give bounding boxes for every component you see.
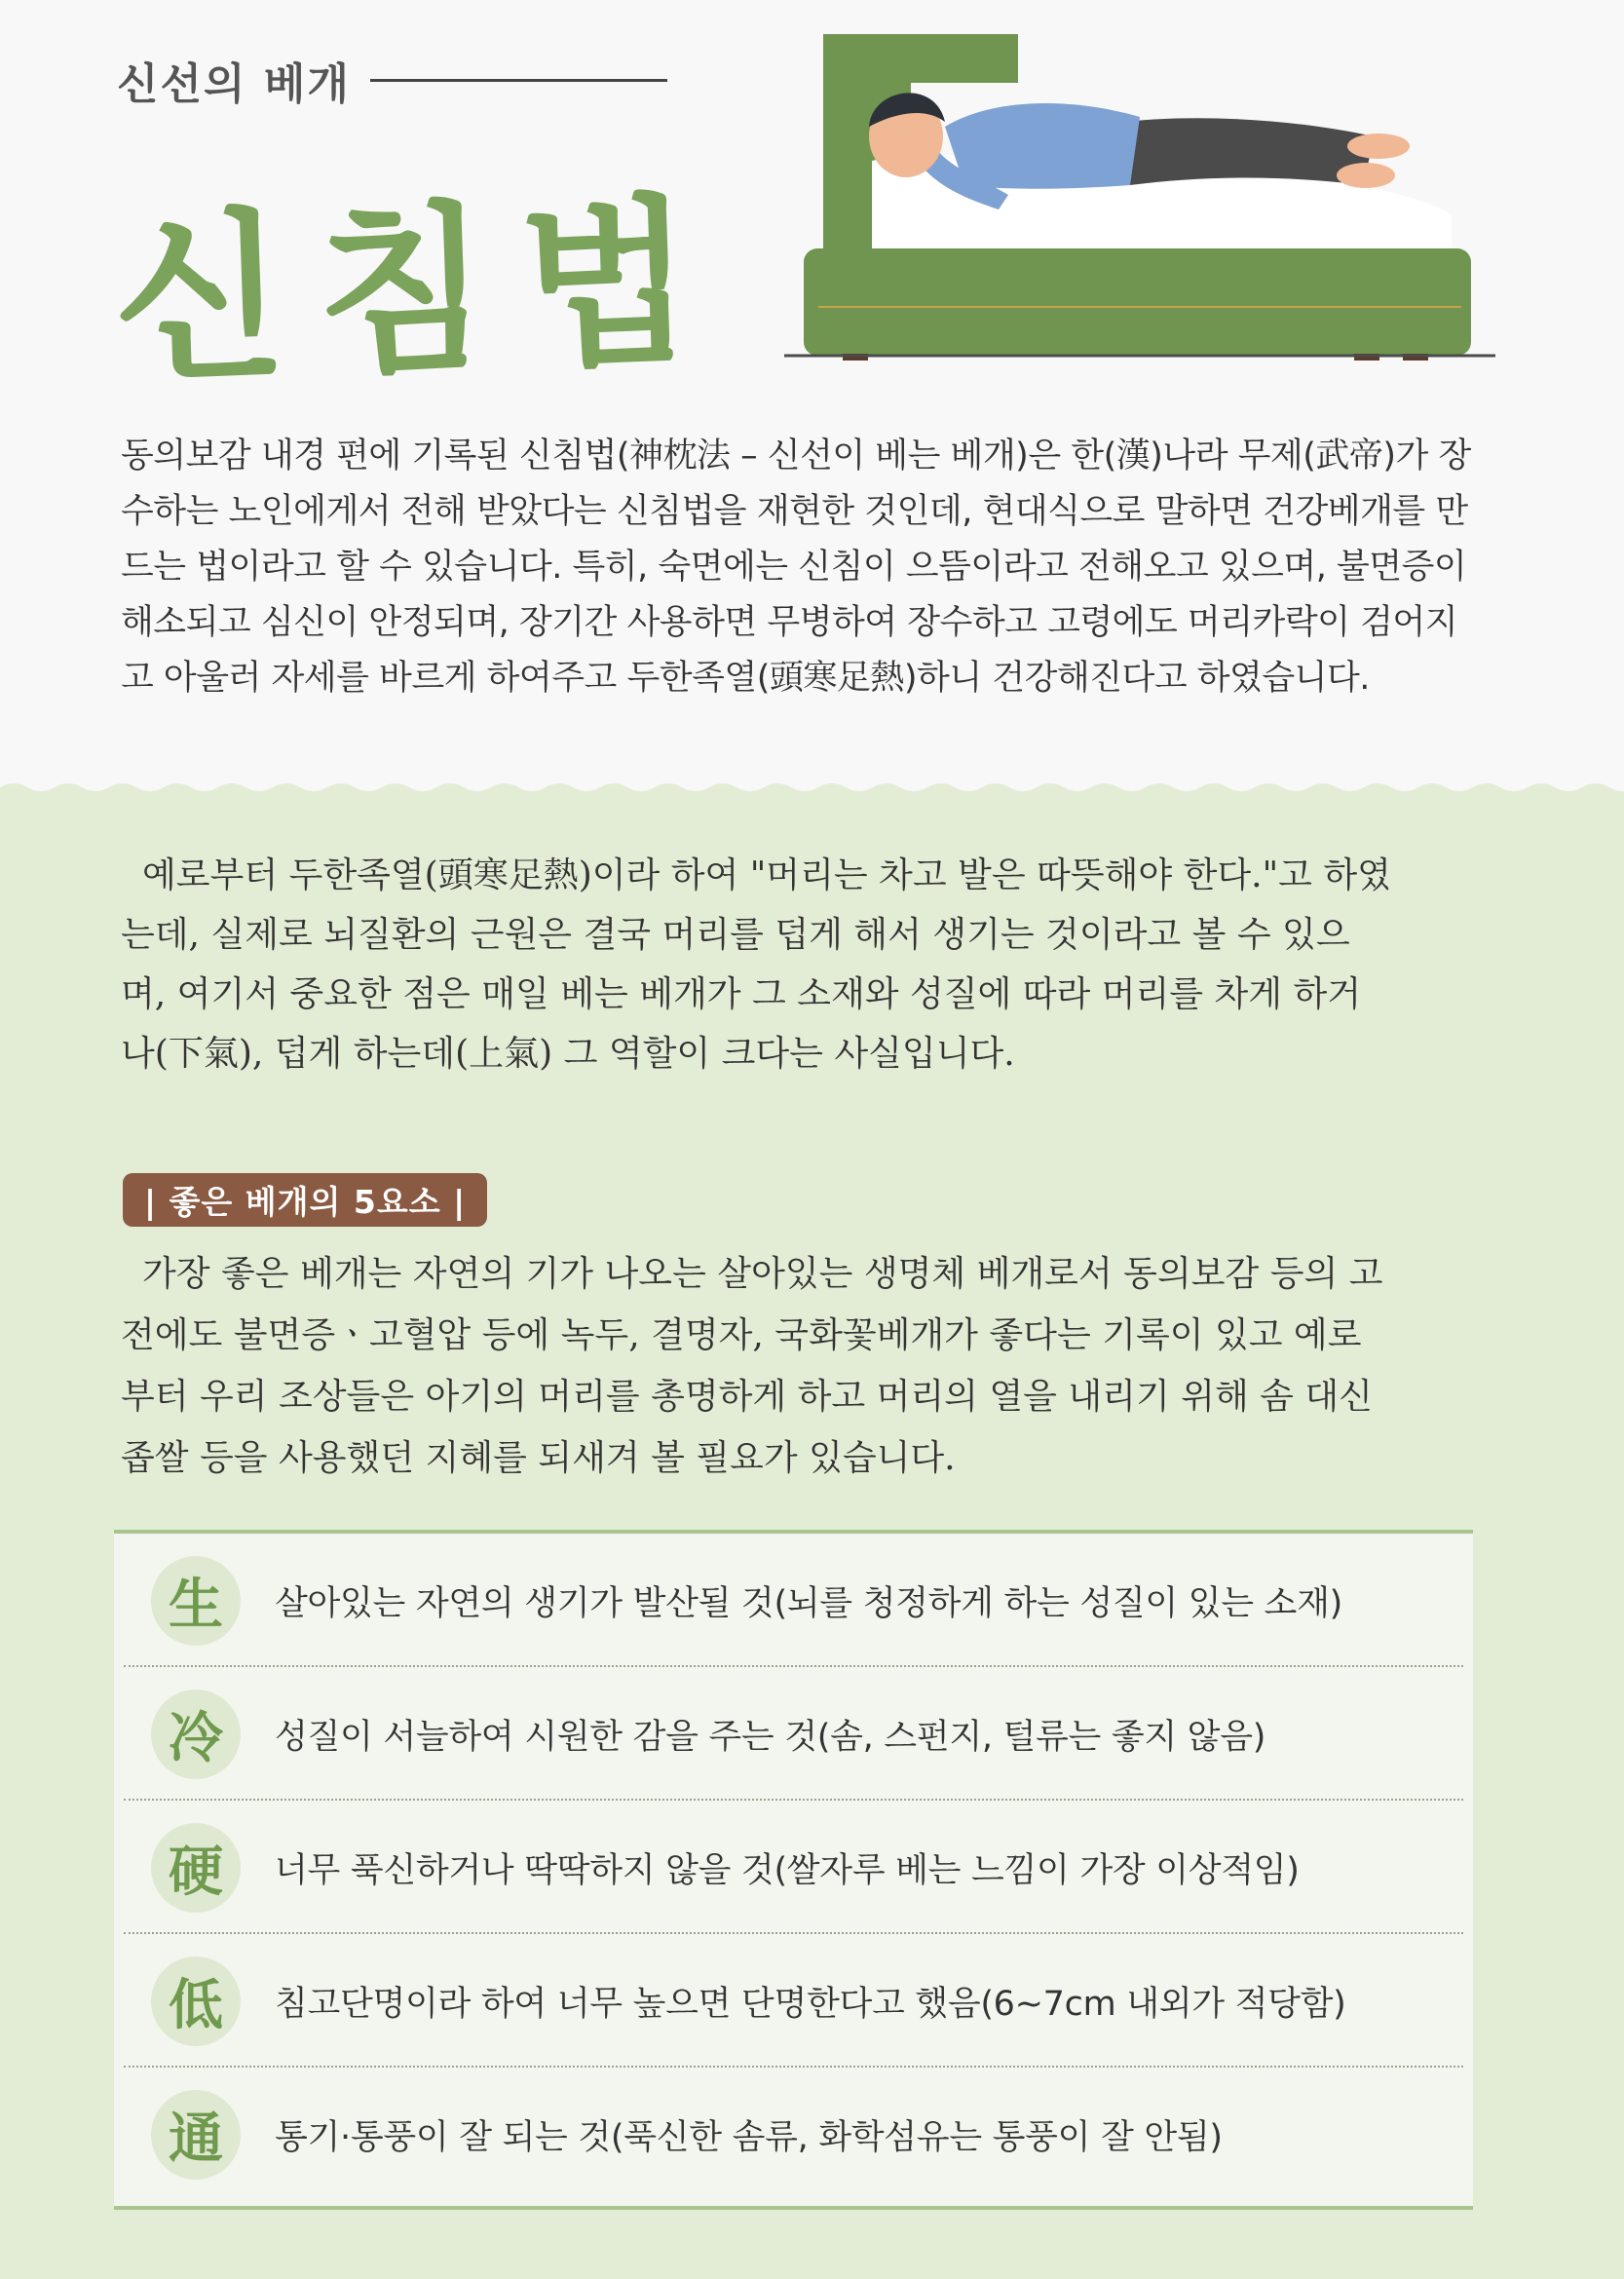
- element-char: 低: [151, 1956, 241, 2046]
- five-elements-table: [114, 1530, 1473, 2210]
- section-line: 부터 우리 조상들은 아기의 머리를 총명하게 하고 머리의 열을 내리기 위해 솜 대신: [121, 1377, 1373, 1417]
- man-torso: [945, 103, 1140, 189]
- section-line: 가장 좋은 베개는 자연의 기가 나오는 살아있는 생명체 베개로서 동의보감 등의 고: [142, 1254, 1383, 1294]
- section-line: 나(下氣), 덥게 하는데(上氣) 그 역할이 크다는 사실입니다.: [121, 1034, 1015, 1074]
- intro-line: 수하는 노인에게서 전해 받았다는 신침법을 재현한 것인데, 현대식으로 말하면 건강베개를 만: [121, 492, 1468, 531]
- section-paragraph: [121, 846, 1504, 1083]
- element-desc: 침고단명이라 하여 너무 높으면 단명한다고 했음(6~7cm 내외가 적당함): [275, 1984, 1346, 2024]
- element-row: [114, 1934, 1473, 2068]
- subtitle-row: [117, 49, 667, 111]
- man-foot: [1347, 133, 1410, 159]
- element-desc: 너무 푹신하거나 딱딱하지 않을 것(쌀자루 베는 느낌이 가장 이상적임): [275, 1850, 1300, 1890]
- intro-line: 해소되고 심신이 안정되며, 장기간 사용하면 무병하여 장수하고 고령에도 머리카락이 검어지: [121, 603, 1458, 642]
- section-line: 전에도 불면증ㆍ고혈압 등에 녹두, 결명자, 국화꽃베개가 좋다는 기록이 있고 예로: [121, 1315, 1362, 1355]
- subtitle-rule: [370, 79, 667, 82]
- element-row: [114, 1534, 1473, 1667]
- section-line: 예로부터 두한족열(頭寒足熱)이라 하여 "머리는 차고 발은 따뜻해야 한다."고 하였: [142, 855, 1391, 895]
- sleeping-man-on-sofa-illustration: [779, 29, 1500, 361]
- sofa-base: [804, 248, 1471, 356]
- section-line: 며, 여기서 중요한 점은 매일 베는 베개가 그 소재와 성질에 따라 머리를 차게 하거: [121, 974, 1362, 1014]
- element-char: 生: [151, 1556, 241, 1646]
- intro-line: 드는 법이라고 할 수 있습니다. 특히, 숙면에는 신침이 으뜸이라고 전해오고 있으며, 불면증이: [121, 548, 1467, 587]
- page-title: 신침법: [108, 173, 727, 407]
- element-char: 硬: [151, 1823, 241, 1913]
- section-line: 좁쌀 등을 사용했던 지혜를 되새겨 볼 필요가 있습니다.: [121, 1438, 956, 1478]
- element-desc: 성질이 서늘하여 시원한 감을 주는 것(솜, 스펀지, 털류는 좋지 않음): [275, 1717, 1266, 1757]
- section-line: 는데, 실제로 뇌질환의 근원은 결국 머리를 덥게 해서 생기는 것이라고 볼 수 있으: [121, 915, 1350, 955]
- element-char: 冷: [151, 1690, 241, 1779]
- element-row: [114, 1667, 1473, 1801]
- section-badge: | 좋은 베개의 5요소 |: [123, 1173, 487, 1227]
- elements-intro-paragraph: [121, 1243, 1504, 1489]
- intro-line: 동의보감 내경 편에 기록된 신침법(神枕法 – 신선이 베는 베개)은 한(漢)나라 무제(武帝)가 장: [121, 437, 1471, 475]
- intro-paragraph: [121, 429, 1504, 706]
- intro-line: 고 아울러 자세를 바르게 하여주고 두한족열(頭寒足熱)하니 건강해진다고 하였습니다.: [121, 659, 1370, 698]
- man-foot: [1337, 163, 1395, 188]
- element-row: [114, 1801, 1473, 1934]
- element-desc: 살아있는 자연의 생기가 발산될 것(뇌를 청정하게 하는 성질이 있는 소재): [275, 1583, 1342, 1623]
- subtitle: 신선의 베개: [117, 59, 351, 109]
- element-desc: 통기·통풍이 잘 되는 것(푹신한 솜류, 화학섬유는 통풍이 잘 안됨): [275, 2117, 1223, 2157]
- element-char: 通: [151, 2090, 241, 2180]
- element-row: [114, 2068, 1473, 2201]
